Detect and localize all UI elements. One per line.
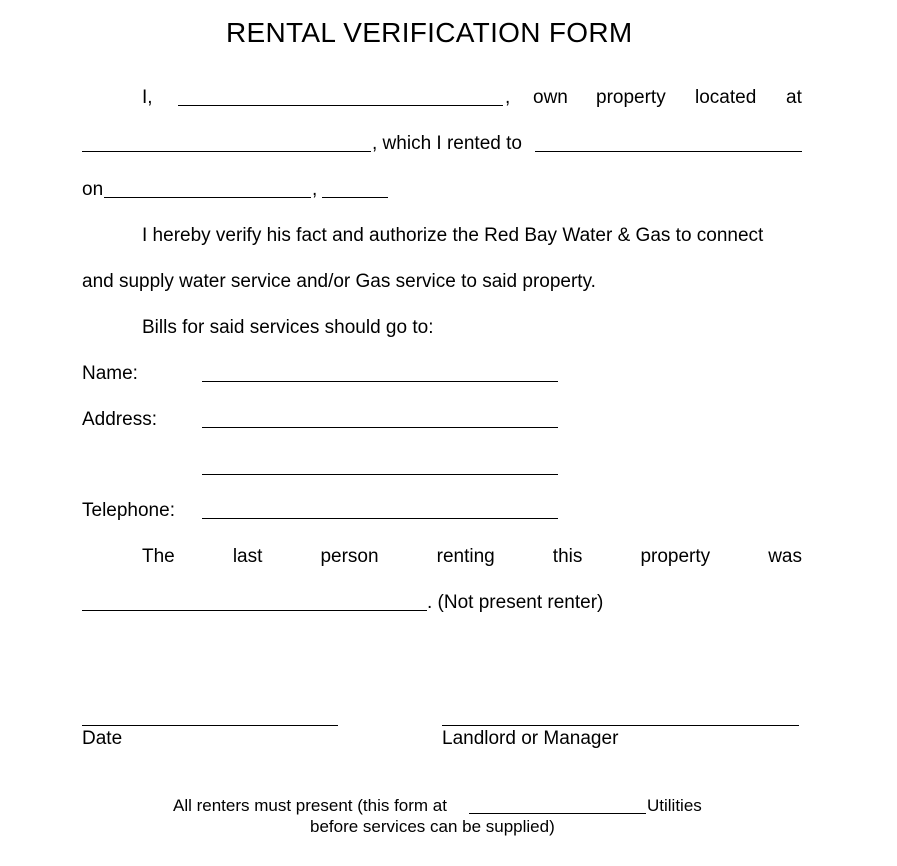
- last-person-word-person: person: [320, 546, 379, 567]
- para1-date-comma: ,: [312, 179, 318, 200]
- para1-on: on: [82, 179, 104, 200]
- address-field-line1[interactable]: [202, 427, 558, 428]
- telephone-field[interactable]: [202, 518, 558, 519]
- landlord-signature-line[interactable]: [442, 725, 799, 726]
- para1-comma: ,: [505, 87, 511, 108]
- para1-word-located: located: [695, 87, 757, 108]
- last-person-word-this: this: [552, 546, 583, 567]
- para2-line2: and supply water service and/or Gas service to said property.: [82, 271, 596, 292]
- rental-year-blank[interactable]: [322, 197, 388, 198]
- name-label: Name:: [82, 363, 138, 384]
- last-person-line: [142, 546, 802, 568]
- para1-rented-text: , which I rented to: [372, 133, 522, 154]
- landlord-label: Landlord or Manager: [442, 728, 619, 749]
- name-field[interactable]: [202, 381, 558, 382]
- last-person-word-last: last: [232, 546, 263, 567]
- para1-word-property: property: [596, 87, 666, 108]
- utilities-location-blank[interactable]: [469, 813, 646, 814]
- para1-word-i: I,: [142, 87, 153, 108]
- previous-renter-blank[interactable]: [82, 610, 427, 611]
- date-label: Date: [82, 728, 123, 749]
- landlord-name-blank[interactable]: [178, 105, 503, 106]
- address-label: Address:: [82, 409, 157, 430]
- para1-word-own: own: [533, 87, 568, 108]
- address-field-line2[interactable]: [202, 474, 558, 475]
- not-present-renter-note: . (Not present renter): [427, 592, 604, 613]
- last-person-word-was: was: [768, 546, 802, 567]
- last-person-word-the: The: [142, 546, 175, 567]
- footer-line1-start: All renters must present (this form at: [173, 796, 447, 815]
- rental-date-blank[interactable]: [104, 197, 311, 198]
- telephone-label: Telephone:: [82, 500, 175, 521]
- footer-line1-end: Utilities: [647, 796, 702, 815]
- last-person-word-property: property: [640, 546, 711, 567]
- last-person-word-renting: renting: [436, 546, 495, 567]
- footer-line2: before services can be supplied): [310, 817, 555, 836]
- property-address-blank[interactable]: [82, 151, 371, 152]
- bills-heading: Bills for said services should go to:: [142, 317, 434, 338]
- para1-word-at: at: [786, 87, 802, 108]
- form-title: RENTAL VERIFICATION FORM: [226, 17, 633, 48]
- para2-line1: I hereby verify his fact and authorize the Red Bay Water & Gas to connect: [142, 225, 764, 246]
- renter-name-blank[interactable]: [535, 151, 802, 152]
- date-signature-line[interactable]: [82, 725, 338, 726]
